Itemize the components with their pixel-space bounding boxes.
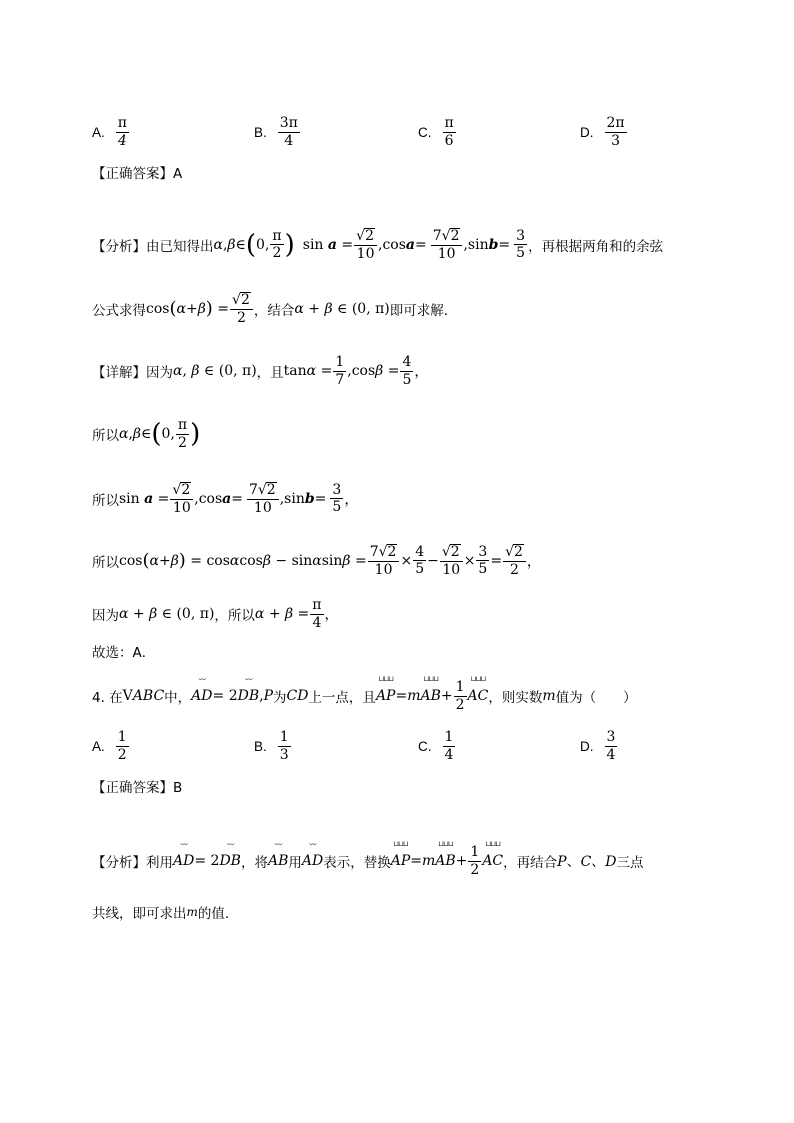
q4-option-c: C. $\frac{1}{4}$ xyxy=(418,729,454,763)
q4-stem: 4. 在 VABC 中， ⌣⌣ AD = 2 ⌣⌣ DB , P 为 CD 上一点，且 ⊔⊔⊔ AP = m ⊔⊔⊔ AB + $\frac{1}{2}$ ⊔⊔⊔ AC ，则实数 m 值为（ ） xyxy=(92,675,637,713)
q3-analysis-line1: 【分析】 由已知得出 α , β ∈ ( 0, $\frac{\pi}{2}$ ) sin a = $\frac{√2}{10}$ ,cos a = $\frac{7√2}{10}$ ,sin b = $\frac{3}{5}$ ，再根据两角和的余弦 xyxy=(92,227,664,262)
q3-option-c: C. $\frac{\pi}{6}$ xyxy=(418,115,454,149)
q3-detail-line4: 所以 cos(α+β) = cosαcosβ − sinαsinβ = $\frac{7√2}{10}$ × $\frac{4}{5}$ − $\frac{√2}{10}$ × $\frac{3}{5}$ = $\frac{√2}{2}$ ， xyxy=(92,543,541,578)
q4-option-d-fraction: $\frac{3}{4}$ xyxy=(606,729,616,763)
q4-option-b: B. $\frac{1}{3}$ xyxy=(254,729,289,763)
q4-analysis-line2: 共线，即可求出 m 的值. xyxy=(92,905,230,922)
q4-option-d: D. $\frac{3}{4}$ xyxy=(580,729,616,763)
q3-option-b-fraction: $\frac{3\pi}{4}$ xyxy=(279,115,298,149)
q3-option-c-fraction: $\frac{\pi}{6}$ xyxy=(444,115,454,149)
q4-option-a-fraction: $\frac{1}{2}$ xyxy=(117,729,127,763)
q3-option-d-fraction: $\frac{2\pi}{3}$ xyxy=(606,115,625,149)
q3-detail-line1: 【详解】 因为 α, β ∈ (0, π) ，且 tanα = $\frac{1}{7}$ ,cosβ = $\frac{4}{5}$ ， xyxy=(92,354,429,388)
q4-option-c-fraction: $\frac{1}{4}$ xyxy=(444,729,454,763)
q4-option-b-fraction: $\frac{1}{3}$ xyxy=(279,729,289,763)
q3-option-d: D. $\frac{2\pi}{3}$ xyxy=(580,115,625,149)
q3-detail-line5: 因为 α + β ∈ (0, π) ，所以 α + β = $\frac{\pi}{4}$ ， xyxy=(92,597,339,631)
q4-analysis-line1: 【分析】 利用 ⌣⌣ AD = 2 ⌣⌣ DB ，将 ⌣⌣ AB 用 ⌣⌣ AD 表示，替换 ⊔⊔⊔ AP = m ⊔⊔⊔ AB + $\frac{1}{2}$ ⊔⊔⊔ AC ，再结合 P、C、D 三点 xyxy=(92,840,644,878)
q3-option-a: A. $\frac{\pi}{4}$ xyxy=(92,115,127,149)
q4-answer: 【正确答案】B xyxy=(92,780,183,796)
q3-answer: 【正确答案】A xyxy=(92,166,183,182)
q3-analysis-line2: 公式求得 cos(α+β) = $\frac{√2}{2}$ ，结合 α + β ∈ (0, π) 即可求解． xyxy=(92,292,458,326)
q3-detail-line3: 所以 sin a = $\frac{√2}{10}$ ,cos a = $\frac{7√2}{10}$ ,sin b = $\frac{3}{5}$ ， xyxy=(92,481,359,516)
q3-option-b: B. $\frac{3\pi}{4}$ xyxy=(254,115,298,149)
q3-option-a-fraction: $\frac{\pi}{4}$ xyxy=(117,115,127,149)
q4-option-a: A. $\frac{1}{2}$ xyxy=(92,729,127,763)
q3-conclusion: 故选：A． xyxy=(92,645,156,661)
q3-detail-line2: 所以 α , β ∈ ( 0, $\frac{\pi}{2}$ ) xyxy=(92,417,201,451)
